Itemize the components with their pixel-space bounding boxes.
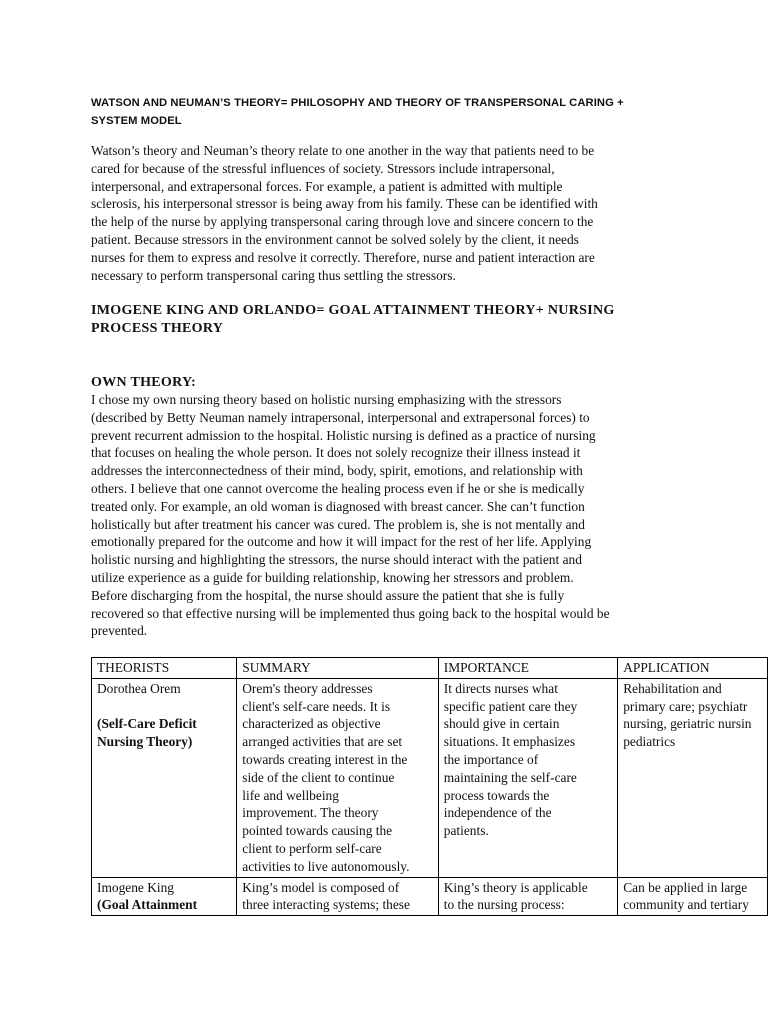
table-row: [92, 678, 768, 877]
theory-name: (Self-Care Deficit: [97, 716, 197, 732]
header-importance: IMPORTANCE: [438, 658, 617, 679]
section-heading-king-orlando: IMOGENE KING AND ORLANDO= GOAL ATTAINMENT THEORY+ NURSING PROCESS THEORY: [91, 303, 615, 336]
section-heading-own-theory: OWN THEORY:: [91, 375, 197, 390]
paragraph-watson-neuman: Watson’s theory and Neuman’s theory relate to one another in the way that patients need to be cared for because of the stressful influences of society. Stressors include intrapersonal, interpersonal, and extrapersonal forces. For example, a patient is admitted with multiple sclerosis, his interpersonal stressor is being away from his family. These can be identified with the help of the nurse by applying transpersonal caring through love and sincere concern to the patient. Because stressors in the environment cannot be solved solely by the client, it needs nurses for them to express and resolve it correctly. Therefore, nurse and patient interaction are necessary to perform transpersonal caring thus settling the stressors.: [91, 143, 598, 283]
table-header-row: [92, 658, 768, 679]
theory-name: Nursing Theory): [97, 734, 193, 750]
table-row: [92, 877, 768, 916]
cell-application: Can be applied in large community and tertiary: [618, 877, 768, 916]
cell-summary: Orem's theory addresses client's self-care needs. It is characterized as objective arranged activities that are set towards creating interest in the side of the client to continue life and wellbeing improvement. The theory pointed towards causing the client to perform self-care activities to live autonomously.: [237, 678, 439, 877]
theorist-name: Dorothea Orem: [97, 680, 181, 696]
header-application: APPLICATION: [618, 658, 768, 679]
cell-summary: King’s model is composed of three interacting systems; these: [237, 877, 439, 916]
paragraph-own-theory: I chose my own nursing theory based on holistic nursing emphasizing with the stressors (described by Betty Neuman namely intrapersonal, interpersonal and extrapersonal forces) to prevent recurrent admission to the hospital. Holistic nursing is defined as a practice of nursing that focuses on healing the whole person. It does not solely recognize their illness instead it addresses the interconnectedness of their mind, body, spirit, emotions, and relationship with others. I believe that one cannot overcome the healing process even if he or she is medically treated only. For example, an old woman is diagnosed with breast cancer. She can’t function holistically but after treatment his cancer was cured. The problem is, she is not mentally and emotionally prepared for the outcome and how it will impact for the rest of her life. Applying holistic nursing and highlighting the stressors, the nurse should interact with the patient and utilize experience as a guide for building relationship, knowing her stressors and problem. Before discharging from the hospital, the nurse should assure the patient that she is fully recovered so that effective nursing will be implemented thus going back to the hospital would be prevented.: [91, 392, 610, 639]
header-theorists: THEORISTS: [92, 658, 237, 679]
theorists-table: [91, 657, 768, 916]
header-summary: SUMMARY: [237, 658, 439, 679]
section-heading-watson-neuman: WATSON AND NEUMAN’S THEORY= PHILOSOPHY AND THEORY OF TRANSPERSONAL CARING + SYSTEM MODEL: [91, 97, 624, 127]
cell-importance: King’s theory is applicable to the nursing process:: [438, 877, 617, 916]
theory-name: (Goal Attainment: [97, 897, 198, 913]
cell-application: Rehabilitation and primary care; psychiatr nursing, geriatric nursin pediatrics: [618, 678, 768, 877]
cell-theorist: [92, 877, 237, 916]
theorist-name: Imogene King: [97, 879, 174, 895]
cell-importance: It directs nurses what specific patient care they should give in certain situations. It emphasizes the importance of maintaining the self-care process towards the independence of the patients.: [438, 678, 617, 877]
cell-theorist: [92, 678, 237, 877]
